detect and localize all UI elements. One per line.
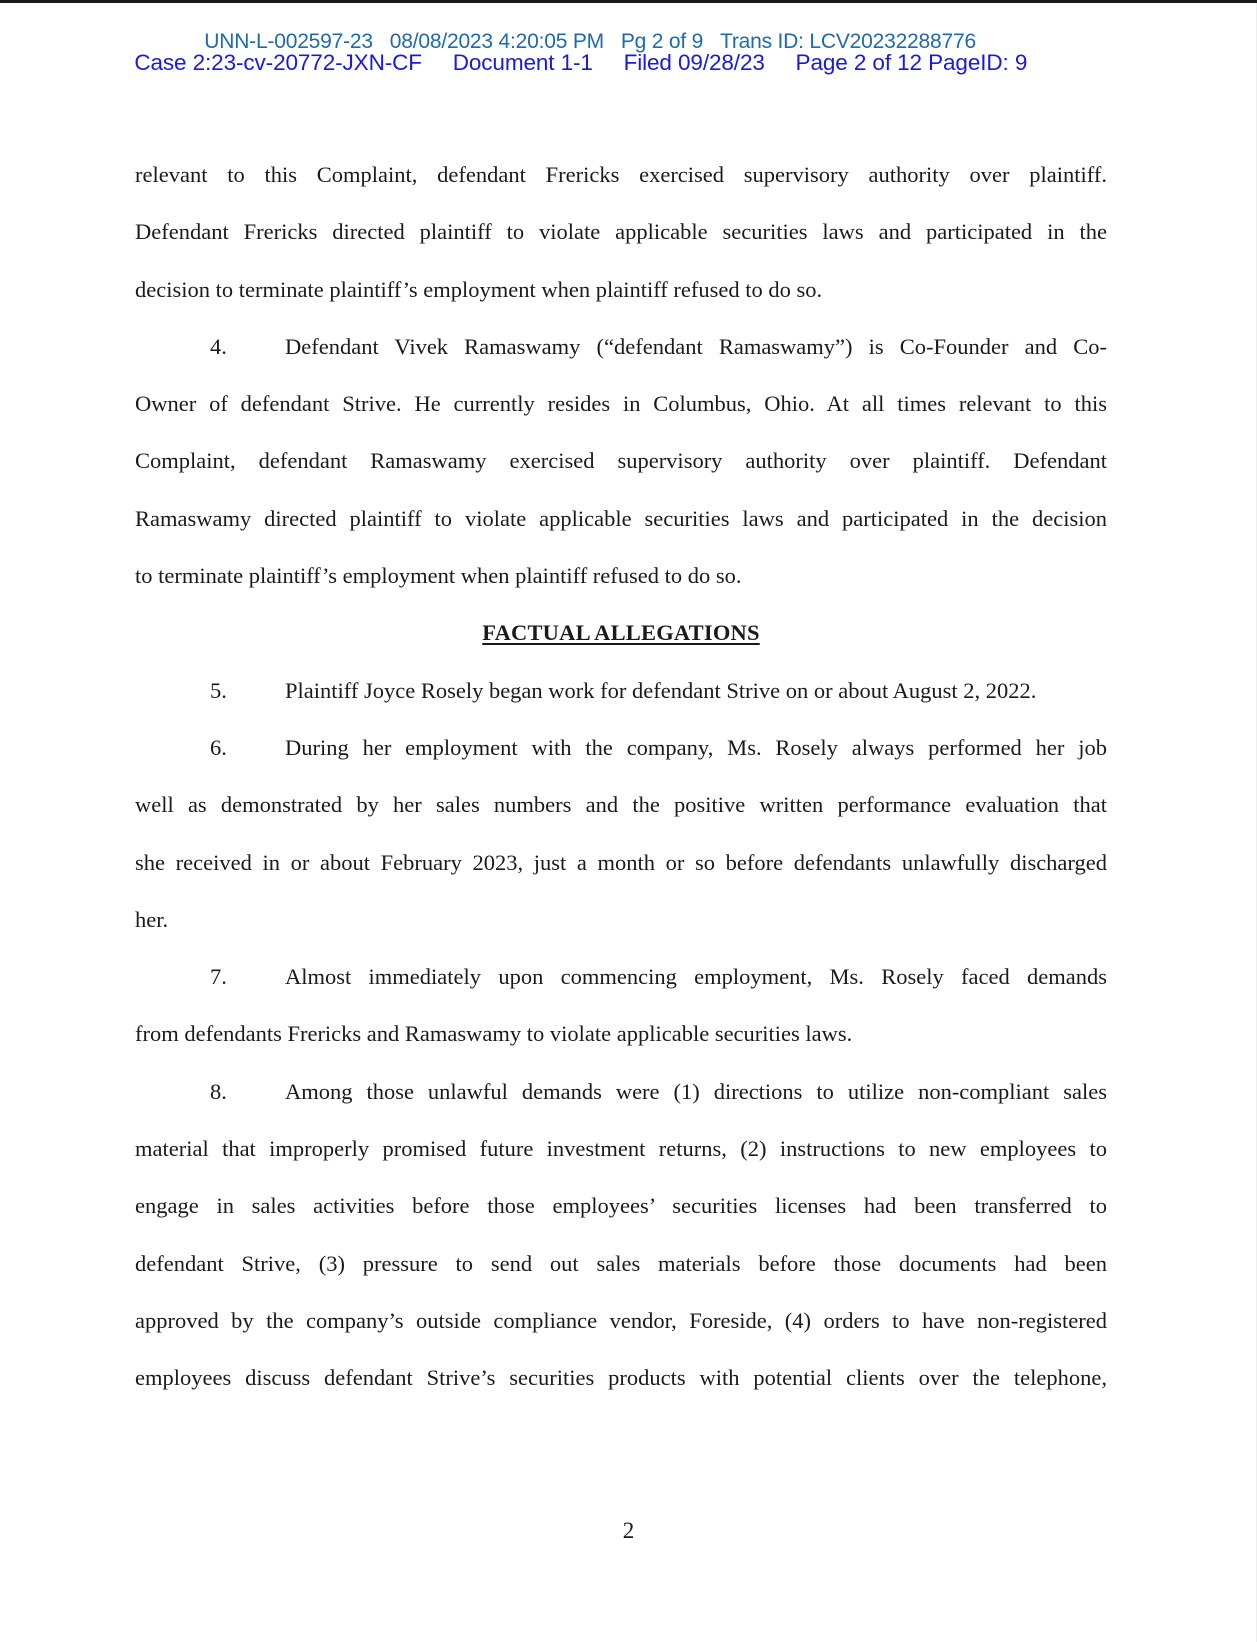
paragraph-number: 5. bbox=[210, 677, 227, 703]
paragraph-4 bbox=[135, 327, 1107, 384]
body-line: from defendants Frericks and Ramaswamy to violate applicable securities laws. bbox=[135, 1021, 853, 1047]
body-line: relevant to this Complaint, defendant Frericks exercised supervisory authority over plaintiff. bbox=[135, 162, 1107, 187]
body-line: Complaint, defendant Ramaswamy exercised supervisory authority over plaintiff. Defendant bbox=[135, 448, 1107, 474]
paragraph-number: 6. bbox=[210, 734, 227, 760]
federal-page: Page 2 of 12 PageID: 9 bbox=[795, 49, 1028, 75]
body-line: engage in sales activities before those employees’ securities licenses had been transferred to bbox=[135, 1193, 1107, 1219]
paragraph-number: 4. bbox=[210, 333, 227, 359]
paragraph-number: 8. bbox=[210, 1078, 227, 1104]
page-number: 2 bbox=[622, 1518, 635, 1543]
federal-court-stamp bbox=[122, 29, 1027, 74]
body-line: well as demonstrated by her sales numbers and the positive written performance evaluation that bbox=[135, 792, 1107, 818]
state-trans-id: Trans ID: LCV20232288776 bbox=[720, 30, 976, 53]
federal-case-number: Case 2:23-cv-20772-JXN-CF bbox=[134, 49, 422, 75]
body-line: Owner of defendant Strive. He currently resides in Columbus, Ohio. At all times relevant to this bbox=[135, 391, 1107, 417]
paragraph-number: 7. bbox=[210, 964, 227, 990]
paragraph-7 bbox=[135, 957, 1107, 1014]
paragraph-first-line: Plaintiff Joyce Rosely began work for defendant Strive on or about August 2, 2022. bbox=[285, 677, 1037, 703]
body-line: defendant Strive, (3) pressure to send out sales materials before those documents had been bbox=[135, 1250, 1107, 1276]
document-body bbox=[135, 155, 1107, 1416]
state-docket: UNN-L-002597-23 bbox=[204, 30, 373, 53]
body-line: she received in or about February 2023, just a month or so before defendants unlawfully discharged bbox=[135, 849, 1107, 875]
body-line: to terminate plaintiff’s employment when plaintiff refused to do so. bbox=[135, 563, 742, 589]
paragraph-6 bbox=[135, 728, 1107, 785]
paragraph-first-line: Defendant Vivek Ramaswamy (“defendant Ramaswamy”) is Co-Founder and Co- bbox=[285, 333, 1107, 359]
paragraph-first-line: Almost immediately upon commencing employment, Ms. Rosely faced demands bbox=[285, 964, 1107, 990]
state-page: Pg 2 of 9 bbox=[620, 30, 704, 53]
body-line: material that improperly promised future investment returns, (2) instructions to new employees to bbox=[135, 1136, 1107, 1162]
paragraph-5 bbox=[135, 671, 1107, 728]
top-edge-bar bbox=[0, 0, 1257, 3]
body-line: Ramaswamy directed plaintiff to violate applicable securities laws and participated in the decision bbox=[135, 505, 1107, 531]
section-heading: FACTUAL ALLEGATIONS bbox=[482, 620, 760, 646]
body-line: approved by the company’s outside compliance vendor, Foreside, (4) orders to have non-registered bbox=[135, 1307, 1107, 1333]
federal-filed-date: Filed 09/28/23 bbox=[623, 49, 765, 75]
body-line: decision to terminate plaintiff’s employment when plaintiff refused to do so. bbox=[135, 276, 823, 302]
paragraph-8 bbox=[135, 1072, 1107, 1129]
body-line: employees discuss defendant Strive’s securities products with potential clients over the telephone, bbox=[135, 1365, 1107, 1391]
state-datetime: 08/08/2023 4:20:05 PM bbox=[389, 30, 604, 53]
paragraph-first-line: During her employment with the company, Ms. Rosely always performed her job bbox=[285, 734, 1107, 760]
body-line: Defendant Frericks directed plaintiff to violate applicable securities laws and participated in the bbox=[135, 219, 1107, 245]
body-line: her. bbox=[135, 906, 169, 932]
paragraph-first-line: Among those unlawful demands were (1) directions to utilize non-compliant sales bbox=[285, 1078, 1107, 1104]
federal-document: Document 1-1 bbox=[452, 49, 593, 75]
